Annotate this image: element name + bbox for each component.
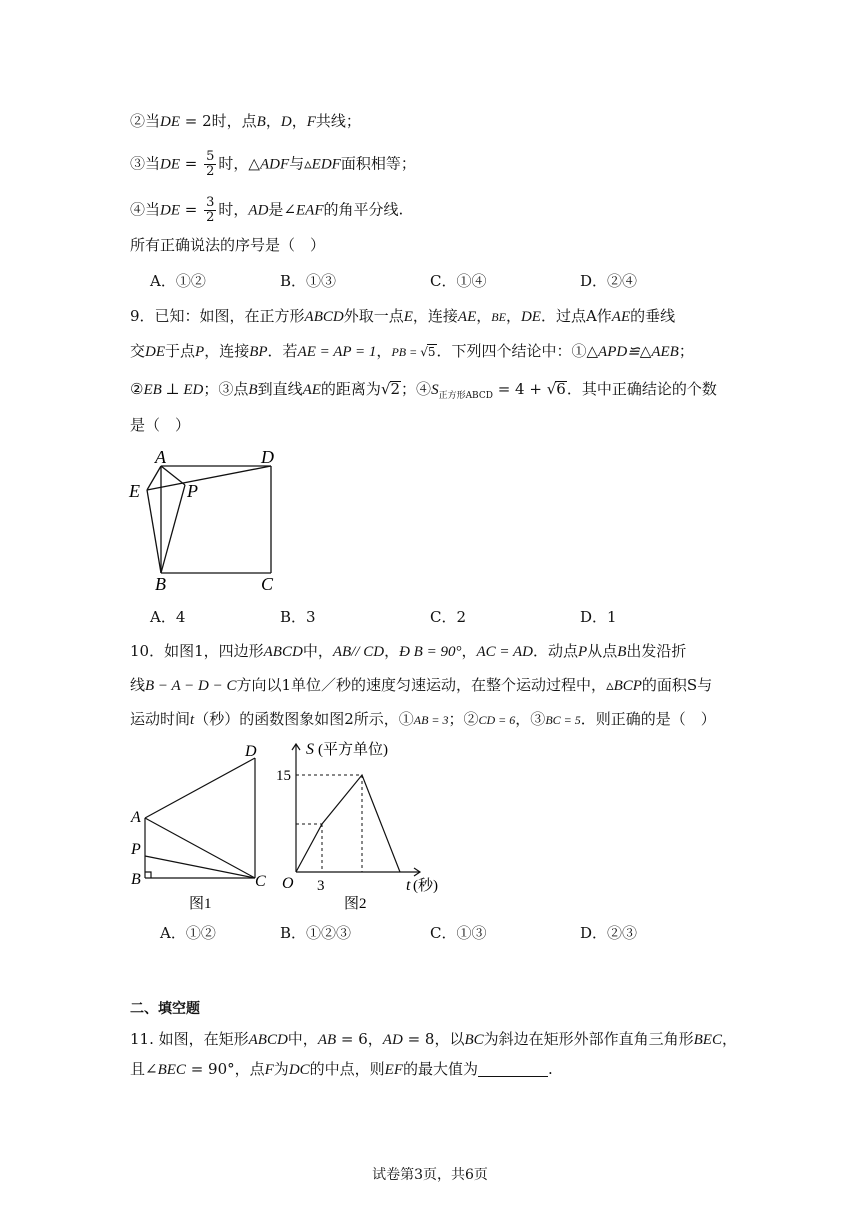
fraction-5-2: $\frac{5}{2}$ <box>206 149 215 179</box>
q8-option-d[interactable]: D．②④ <box>580 272 638 290</box>
fig1-label-d: D <box>245 743 257 760</box>
q8-option-c[interactable]: C．①④ <box>430 272 487 290</box>
q9-option-d[interactable]: D．1 <box>580 608 617 626</box>
label-e: E <box>129 481 140 501</box>
q8-statement-4: ④当DE = $\frac{3}{2}$ 时，AD是∠EAF的角平分线. <box>130 195 404 225</box>
q9-figure-square <box>125 445 285 595</box>
q8-statement-2: ②当DE = 2时，点B，D，F共线； <box>130 112 361 130</box>
q10-line-3: 运动时间t（秒）的函数图象如图2所示，①AB = 3；②CD = 6，③BC = 5．则正确的是（ ） <box>130 710 716 728</box>
q10-line-1: 10．如图1，四边形ABCD中，AB// CD，Ð B = 90°，AC = AD．动点P从点B出发沿折 <box>130 642 687 660</box>
q9-option-b[interactable]: B．3 <box>280 608 316 626</box>
fig1-label-p: P <box>131 841 141 858</box>
label-d: D <box>261 447 274 467</box>
label-c: C <box>261 574 274 594</box>
q10-option-a[interactable]: A．①② <box>160 924 216 942</box>
fig2-tick-15: 15 <box>276 768 291 784</box>
q10-figure-2 <box>270 738 460 918</box>
fig1-label-a: A <box>131 809 141 826</box>
q10-option-b[interactable]: B．①②③ <box>280 924 352 942</box>
fraction-3-2: $\frac{3}{2}$ <box>206 195 215 225</box>
q9-line-1: 9．已知：如图，在正方形ABCD外取一点E，连接AE，BE，DE．过点A作AE的垂线 <box>130 307 676 325</box>
page-footer: 试卷第3页，共6页 <box>372 1167 488 1183</box>
fig2-caption: 图2 <box>344 896 367 912</box>
q8-ask: 所有正确说法的序号是（ ） <box>130 236 326 254</box>
label-p: P <box>187 481 198 501</box>
fig2-axis-t-unit: (秒) <box>413 878 438 894</box>
fig1-caption: 图1 <box>189 896 212 912</box>
fig2-axis-t: t <box>406 877 411 894</box>
q10-option-d[interactable]: D．②③ <box>580 924 638 942</box>
q10-figure-1 <box>125 738 275 918</box>
q9-line-4: 是（ ） <box>130 416 191 434</box>
fig1-label-b: B <box>131 871 141 888</box>
q9-line-2: 交DE于点P，连接BP．若AE = AP = 1，PB = √5．下列四个结论中：①△APD≌△AEB； <box>130 342 694 360</box>
q8-statement-3: ③当DE = $\frac{5}{2}$ 时，△ADF与▵EDF面积相等； <box>130 149 416 179</box>
q11-line-1: 11. 如图，在矩形ABCD中，AB = 6，AD = 8，以BC为斜边在矩形外部作直角三角形BEC， <box>130 1030 737 1048</box>
fig1-label-c: C <box>255 873 266 890</box>
fig2-tick-3: 3 <box>317 878 325 894</box>
q9-option-a[interactable]: A．4 <box>150 608 186 626</box>
q8-option-a[interactable]: A．①② <box>150 272 206 290</box>
q9-option-c[interactable]: C．2 <box>430 608 467 626</box>
q8-option-b[interactable]: B．①③ <box>280 272 337 290</box>
fig2-axis-s: S <box>306 741 314 758</box>
fig2-axis-s-unit: (平方单位) <box>318 742 388 758</box>
q10-option-c[interactable]: C．①③ <box>430 924 487 942</box>
label-b: B <box>155 574 166 594</box>
q11-line-2: 且∠BEC = 90°，点F为DC的中点，则EF的最大值为 . <box>130 1060 553 1078</box>
fig2-origin: O <box>282 875 294 892</box>
q9-line-3: ②EB ⊥ ED；③点B到直线AE的距离为√2；$④S_{正方形ABCD} = 4 + √6$．其中正确结论的个数 <box>130 380 717 401</box>
q10-line-2: 线B − A − D − C方向以1单位／秒的速度匀速运动，在整个运动过程中，▵BCP的面积S与 <box>130 676 713 694</box>
section-heading-fill-in: 二、填空题 <box>130 1001 200 1017</box>
label-a: A <box>155 447 166 467</box>
answer-blank[interactable] <box>478 1060 548 1077</box>
